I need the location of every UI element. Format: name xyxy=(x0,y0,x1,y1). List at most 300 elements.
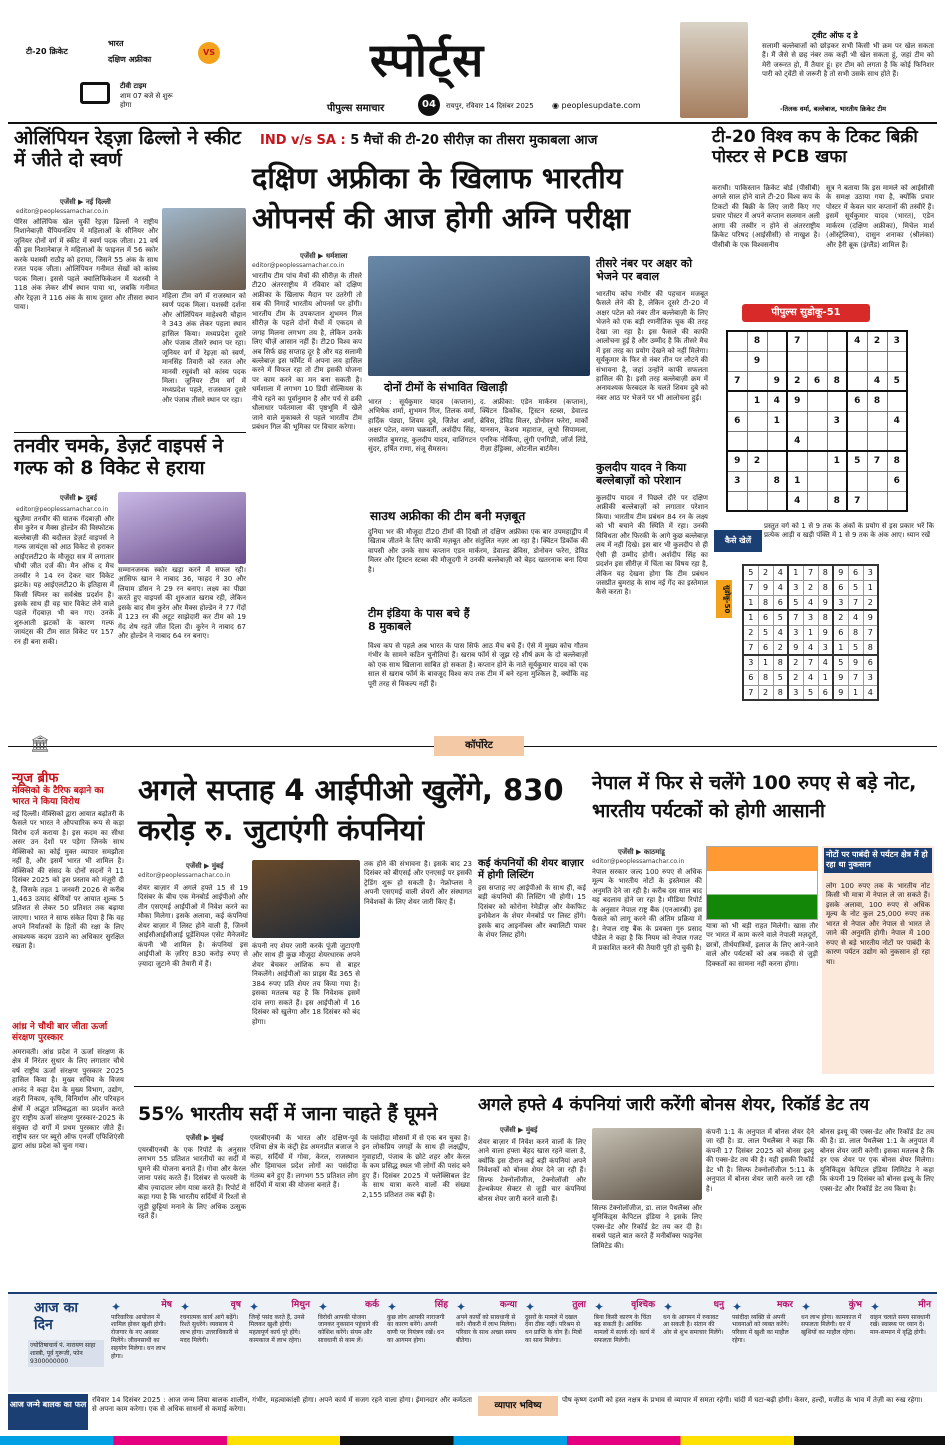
tv-icon xyxy=(80,82,110,104)
ipo-body-3: तक होने की संभावना है। इसके बाद 23 दिसंबर को बीएसई और एनएसई पर इसकी ट्रेडिंग शुरू हो सकती है। नेफ्रोप्लस ने अपनी एसएमई वाली शेयरों और संस्थागत निवेशकों के लिए शेयर जारी किए हैं। xyxy=(364,860,472,906)
solution-cell: 5 xyxy=(788,595,803,610)
ipo-body-2: कंपनी नए शेयर जारी करके पूंजी जुटाएगी और साथ ही कुछ मौजूदा शेयरधारक अपने शेयर बेचकर आंशिक रूप से बाहर निकलेंगे। आईपीओ का प्राइस बैंड 365 से 384 रुपए प्रति शेयर तय किया गया है। इसका मतलब यह है कि निवेशक इसमें दांव लगा सकते हैं। इस आईपीओ में 16 दिसंबर को खुलेगा और 18 दिसंबर को बंद होगा। xyxy=(252,942,360,1026)
website-text: peoplesupdate.com xyxy=(561,101,641,110)
solution-cell: 9 xyxy=(818,625,833,640)
solution-cell: 7 xyxy=(743,580,758,595)
solution-cell: 1 xyxy=(848,685,863,700)
rheza-email: editor@peoplessamachar.co.in xyxy=(16,208,109,215)
solution-cell: 2 xyxy=(863,595,878,610)
solution-cell: 4 xyxy=(803,595,818,610)
sudoku-cell: 2 xyxy=(747,451,767,471)
rheza-headline: ओलिंपियन रेड्ज़ा ढिल्लो ने स्कीट में जीते दो स्वर्ण xyxy=(14,127,241,171)
ticket-body-1: कराची। पाकिस्तान क्रिकेट बोर्ड (पीसीबी) अगले साल होने वाले टी-20 विश्व कप के टिकटों की बिक्री के लिए जारी किए गए प्रचार पोस्टर में अपने कप्तान सलमान अली आगा की तस्वीर न होने से अंतरराष्ट्रीय क्रिकेट परिषद (आईसीसी) से नाखुश है। पीसीबी के एक विश्वसनीय xyxy=(712,184,820,249)
sudoku-cell: 8 xyxy=(827,491,847,511)
sudoku-cell: 8 xyxy=(747,331,767,351)
ipo-body-1: शेयर बाज़ार में अगले हफ्ते 15 से 19 दिसंबर के बीच एक मेनबोर्ड आईपीओ और तीन एसएमई आईपीओ में निवेश करने का मौका मिलेगा। इसके अलावा, कई कंपनियां शेयर बाज़ार में लिस्ट होने वाली हैं, जिनमें आईसीआईसीआई प्रूडेंशियल एसेट मैनेजमेंट कंपनी भी शामिल है। कंपनियां इस आईपीओ के ज़रिए 830 करोड़ रुपए से ज़्यादा जुटाने की तैयारी में हैं। xyxy=(138,884,248,968)
solution-cell: 4 xyxy=(863,685,878,700)
sudoku-cell: 3 xyxy=(887,331,907,351)
solution-cell: 9 xyxy=(863,610,878,625)
sudoku-cell: 5 xyxy=(847,451,867,471)
solution-cell: 6 xyxy=(833,580,848,595)
sudoku-cell: 1 xyxy=(747,391,767,411)
birthday-label: आज जन्मे बालक का फल xyxy=(8,1394,88,1430)
rashi-name: मकर xyxy=(777,1300,793,1310)
nepal-email: editor@peoplessamachar.co.in xyxy=(592,858,685,865)
brief-2-body: अमरावती। आंध्र प्रदेश ने ऊर्जा संरक्षण के क्षेत्र में निरंतर सुधार के लिए लगातार चौथे वर्ष राष्ट्रीय ऊर्जा संरक्षण पुरस्कार 2025 हासिल किया है। मुख्य सचिव के विजय आनंद ने कहा देश के मुख्य विभाग, उद्योग, शहरी निकाय, कृषि, विनिर्माण और परिवहन क्षेत्रों में अद्भुत प्रतिबद्धता का प्रदर्शन करते हुए राष्ट्रीय ऊर्जा संरक्षण पुरस्कार-2025 के संयुक्त दो वर्गों में प्रथम पुरस्कार जीते हैं। राष्ट्रीय स्तर पर ब्यूरो ऑफ एनर्जी एफिशिएंसी द्वारा आंध्र प्रदेश को चुना गया। xyxy=(12,1048,124,1151)
ticket-body-2: सूत्र ने बताया कि इस मामले को आईसीसी के समक्ष उठाया गया है, क्योंकि प्रचार पोस्टर में केवल चार कप्तानों की तस्वीरें हैं। इसमें सूर्यकुमार यादव (भारत), एडेन मार्करम (दक्षिण अफ्रीका), मिचेल मार्श (ऑस्ट्रेलिया), दासुन शनाका (श्रीलंका) और हैरी ब्रूक (इंग्लैंड) शामिल हैं। xyxy=(826,184,934,249)
sudoku-cell xyxy=(807,431,827,451)
solution-cell: 9 xyxy=(833,565,848,580)
kuldeep-headline: कुलदीप यादव ने किया बल्लेबाज़ों को परेशान xyxy=(596,461,687,487)
solution-cell: 3 xyxy=(788,580,803,595)
left-rule-1 xyxy=(14,432,246,433)
solution-cell: 4 xyxy=(803,640,818,655)
vyapar-text: पौष कृष्ण दशमी को हस्त नक्षत्र के प्रभाव से व्यापार में समता रहेगी। चांदी में घटा-बढ़ी होगी। केसर, हल्दी, मजीठ के भाव में तेज़ी का रुख रहेगा। xyxy=(562,1396,923,1404)
nepal-headline: नेपाल में फिर से चलेंगे 100 रुपए से बड़े नोट, भारतीय पर्यटकों को होगी आसानी xyxy=(592,772,917,822)
registration-strip xyxy=(0,1436,945,1445)
rashi-item xyxy=(591,1298,658,1390)
dateline: रायपुर, रविवार 14 दिसंबर 2025 xyxy=(446,102,534,110)
desert-byline: एजेंसी ▶ दुबई xyxy=(60,494,98,502)
zodiac-icon: ✦ xyxy=(180,1300,191,1314)
nepal-flag-photo xyxy=(706,846,818,920)
sudoku-cell xyxy=(807,471,827,491)
sudoku-cell: 9 xyxy=(767,371,787,391)
solution-cell: 2 xyxy=(788,655,803,670)
sudoku-cell xyxy=(747,371,767,391)
rashi-text: अपने कार्यों को सावधानी से करें। नौकरी में लाभ मिलेगा। परिवार के साथ अच्छा समय बीतेगा। xyxy=(456,1313,517,1345)
sudoku-cell xyxy=(847,431,867,451)
sudoku-cell xyxy=(787,411,807,431)
website xyxy=(552,101,641,110)
solution-cell: 6 xyxy=(758,610,773,625)
desert-body-2: सम्मानजनक स्कोर खड़ा करने में सफल रही। आसिफ खान ने नाबाद 36, फाहद ने 30 और लियाम डॉसन ने 29 रन बनाए। लक्ष्य का पीछा करते हुए वाइपर्स की शुरुआत खराब रही, लेकिन इसके बाद सैम कुरेन और मैक्स होल्डेन ने 77 गेंदों में 123 रन की अटूट साझेदारी कर टीम को 19 गेंद शेष रहते जीत दिला दी। कुरेन ने नाबाद 67 और होल्डेन ने नाबाद 64 रन बनाए। xyxy=(118,566,246,641)
sudoku-header: पीपुल्स सुडोकू-51 xyxy=(742,304,870,322)
solution-cell: 3 xyxy=(788,685,803,700)
solution-cell: 1 xyxy=(743,595,758,610)
solution-cell: 3 xyxy=(863,670,878,685)
sudoku-cell: 2 xyxy=(787,371,807,391)
sudoku-cell xyxy=(887,391,907,411)
desert-body-1: खुज़ैमा तनवीर की घातक गेंदबाज़ी और सैम कुरेन व मैक्स होल्डेन की विस्फोटक बल्लेबाज़ी की बदौलत डेज़र्ट वाइपर्स ने गल्फ जायंट्स को आठ विकेट से हराकर आईएलटी20 के मौजूदा सत्र में लगातार चौथी जीत दर्ज की। मैन ऑफ द मैच तनवीर ने 14 रन देकर चार विकेट झटके। यह आईएलटी20 के इतिहास में किसी स्पिनर का सर्वश्रेष्ठ प्रदर्शन है। इसके साथ ही वह चार विकेट लेने वाले पहले गेंदबाज़ भी बन गए। उनके शुरुआती झटकों के कारण गल्फ जायंट्स की टीम सात विकेट पर 157 रन ही बना सकी। xyxy=(14,515,114,646)
winter-headline: 55% भारतीय सर्दी में जाना चाहते हैं घूमने xyxy=(138,1103,438,1125)
solution-cell: 4 xyxy=(803,670,818,685)
solution-cell: 8 xyxy=(818,580,833,595)
solution-cell: 3 xyxy=(788,625,803,640)
sudoku-cell xyxy=(867,351,887,371)
rashi-text: धन लाभ होगा। कामकाज में सफलता मिलेगी। घर में खुशियों का माहौल रहेगा। xyxy=(801,1313,862,1337)
solution-cell: 5 xyxy=(848,640,863,655)
sudoku-cell xyxy=(887,431,907,451)
rheza-body-1: पेरिस ओलिंपिक खेल चुकीं रेइज़ा ढिल्लों ने राष्ट्रीय निशानेबाज़ी चैंपियनशिप में महिलाओं के सीनियर और जूनियर दोनों वर्ग में स्कीट में स्वर्ण पदक जीता। 21 वर्ष की इस निशानेबाज़ ने महिलाओं के फाइनल में 56 स्कोर करके यशस्वी राठौड़ को हराया, जिसने 55 अंक के साथ रजत पदक जीता। ओलिंपियन गनीमत सेखों को कांस्य पदक मिला। इससे पहले क्वालिफिकेशन में यशस्वी ने 118 अंक लेकर शीर्ष स्थान पाया था, जबकि गनीमत और रेड्ज़ा ने 116 अंक के साथ दूसरा और तीसरा स्थान पाया। xyxy=(14,218,158,311)
sudoku-cell xyxy=(847,351,867,371)
solution-cell: 7 xyxy=(743,640,758,655)
rashi-name: कन्या xyxy=(499,1300,517,1310)
sudoku-cell xyxy=(787,451,807,471)
listing-headline: कई कंपनियों की शेयर बाज़ार में होगी लिस्टिंग xyxy=(478,858,584,881)
rashi-item xyxy=(867,1298,934,1390)
sudoku-cell xyxy=(747,411,767,431)
rashi-name: मीन xyxy=(918,1300,931,1310)
zodiac-icon: ✦ xyxy=(732,1300,743,1314)
desert-photo xyxy=(118,492,246,564)
bonus-headline: अगले हफ्ते 4 कंपनियां जारी करेंगी बोनस शेयर, रिकॉर्ड डेट तय xyxy=(478,1095,870,1115)
team2: दक्षिण अफ्रीका xyxy=(108,55,152,64)
solution-cell: 6 xyxy=(743,670,758,685)
rashi-name: कुंभ xyxy=(848,1300,862,1310)
solution-cell: 7 xyxy=(788,610,803,625)
section-title: स्पोर्ट्स xyxy=(370,33,485,87)
solution-cell: 6 xyxy=(818,685,833,700)
nepal-side-head: नोटों पर पाबंदी से पर्यटन क्षेत्र में हो रहा था नुकसान xyxy=(824,848,932,873)
desert-email: editor@peoplessamachar.co.in xyxy=(16,506,109,513)
rashi-item xyxy=(522,1298,589,1390)
solution-cell: 5 xyxy=(773,670,788,685)
sudoku-cell: 7 xyxy=(727,371,747,391)
sudoku-cell xyxy=(807,491,827,511)
solution-cell: 6 xyxy=(863,655,878,670)
solution-cell: 3 xyxy=(863,565,878,580)
sudoku-cell: 7 xyxy=(787,331,807,351)
solution-cell: 7 xyxy=(863,625,878,640)
rashi-item xyxy=(246,1298,313,1390)
solution-cell: 4 xyxy=(773,580,788,595)
vs-badge: VS xyxy=(198,42,220,64)
sudoku-cell xyxy=(787,351,807,371)
rashi-item xyxy=(798,1298,865,1390)
sudoku-cell xyxy=(807,351,827,371)
sudoku-cell xyxy=(827,391,847,411)
ipo-headline: अगले सप्ताह 4 आईपीओ खुलेंगे, 830 करोड़ रु. जुटाएंगी कंपनियां xyxy=(138,773,564,848)
winter-body-2: एयरबीएनबी के भारत और दक्षिण-पूर्व एशिया क्षेत्र के कंट्री हेड अमनप्रीत बजाज ने कहा, सर्दियों में गोवा, केरल, राजस्थान और हिमाचल प्रदेश लोगों का पसंदीदा गंतव्य बने हुए हैं। लगभग 55 प्रतिशत लोग सर्दियों में यात्रा की योजना बनाते हैं। xyxy=(250,1134,358,1190)
tweet-label: ट्वीट ऑफ द डे xyxy=(812,31,858,40)
winter-body-3: के पसंदीदा मौसमों में से एक बन चुका है। इन लोकप्रिय जगहों के साथ ही लक्षद्वीप, गुवाहाटी, पंजाब के छोटे शहर और केरल के कम प्रसिद्ध स्थल भी लोगों की पसंद बने हुए हैं। दिसंबर 2025 में फ्लेक्सिबल डेट के साथ यात्रा करने वालों की संख्या 2,155 प्रतिशत तक बढ़ी है। xyxy=(362,1134,470,1199)
sudoku-cell: 4 xyxy=(767,391,787,411)
nepal-body-1: नेपाल सरकार जल्द 100 रुपए से अधिक मूल्य के भारतीय नोटों के इस्तेमाल की अनुमति देने जा रही है। करीब दस साल बाद यह बदलाव होने जा रहा है। मीडिया रिपोर्ट के अनुसार नेपाल राष्ट्र बैंक (एनआरबी) इस फैसले को लागू करने की अंतिम प्रक्रिया में है। नेपाल राष्ट्र बैंक के प्रवक्ता गुरु प्रसाद पौडेल ने कहा है कि नियम को नेपाल गजट में प्रकाशित करने की तैयारी पूरी हो चुकी है। xyxy=(592,868,702,952)
kuldeep-body: कुलदीप यादव ने पिछले दौरे पर दक्षिण अफ्रीकी बल्लेबाज़ों को लगातार परेशान किया। भारतीय टीम प्रबंधन 84 रन के लक्ष्य को भी बचाने की स्थिति में रहा। उनकी विविधता और फिरकी के आगे कुछ बल्लेबाज़ लय में नहीं दिखे। इस बार भी कुलदीप से ही ऐसी ही उम्मीद होगी। अर्शदीप सिंह का प्रदर्शन इस सीरीज़ में चिंता का विषय रहा है, लेकिन यह देखना होगा कि टीम प्रबंधन जसप्रीत बुमराह के साथ नई गेंद का इस्तेमाल कैसे करता है। xyxy=(596,494,708,597)
rashi-name: मेष xyxy=(161,1300,172,1310)
solution-cell: 7 xyxy=(803,655,818,670)
sudoku-cell: 8 xyxy=(827,371,847,391)
sudoku-cell: 8 xyxy=(867,391,887,411)
zodiac-icon: ✦ xyxy=(456,1300,467,1314)
solution-cell: 2 xyxy=(743,625,758,640)
sudoku-cell: 6 xyxy=(727,411,747,431)
birthday-text: रविवार 14 दिसंबर 2025 : आज जन्म लिया बालक शालीन, गंभीर, महत्वाकांक्षी होगा। अपने कार्य में सजग रहने वाला होगा। ईमानदार और कर्मठता से अपना काम करेगा। एक से अधिक साधनों से कमाई करेगा। xyxy=(92,1396,472,1414)
tweet-text: सलामी बल्लेबाजों को छोड़कर सभी किसी भी क्रम पर खेल सकता हैं। मैं जैसे से छह नंबर तक कहीं भी खेल सकता हूं, जहां टीम को मेरी जरूरत हो, मैं तैयार हूं। हर टीम को लगता है कि कोई फिनिशर पारी को ट्वेंटी से जरूरी है तो सभी उसके साथ होते हैं। xyxy=(762,42,934,79)
rashi-item xyxy=(453,1298,520,1390)
sudoku-cell: 4 xyxy=(787,491,807,511)
lead-headline: दक्षिण अफ्रीका के खिलाफ भारतीय ओपनर्स की आज होगी अग्नि परीक्षा xyxy=(252,161,631,236)
match-label: टी-20 क्रिकेट xyxy=(26,47,68,56)
sudoku-cell: 9 xyxy=(727,451,747,471)
bonus-photo xyxy=(592,1128,702,1200)
page-number: 04 xyxy=(418,94,440,116)
rashi-item xyxy=(384,1298,451,1390)
sudoku-cell xyxy=(747,491,767,511)
bonus-body-3: बोनस इश्यू की एक्स-डेट और रिकॉर्ड डेट तय की है। डा. लाल पैथलैब्स 1:1 के अनुपात में बोनस शेयर जारी करेगी। इसका मतलब है कि हर एक शेयर पर एक बोनस शेयर मिलेगा। यूनिकिंड्स केपिटल इंडिया लिमिटेड ने कहा कि कंपनी 19 दिसंबर को बोनस इश्यू के लिए एक्स-डेट और रिकॉर्ड डेट तय किया है। xyxy=(820,1128,934,1193)
lead-kicker-text: 5 मैचों की टी-20 सीरीज़ का तीसरा मुकाबला आज xyxy=(350,133,598,148)
solution-cell: 1 xyxy=(803,625,818,640)
sudoku-cell xyxy=(767,491,787,511)
sudoku-cell xyxy=(747,431,767,451)
solution-cell: 1 xyxy=(788,565,803,580)
rashi-name: वृष xyxy=(230,1300,241,1310)
sudoku-cell xyxy=(767,331,787,351)
solution-cell: 8 xyxy=(758,595,773,610)
solution-cell: 4 xyxy=(773,565,788,580)
zodiac-icon: ✦ xyxy=(801,1300,812,1314)
sudoku-cell xyxy=(827,351,847,371)
sudoku-cell: 9 xyxy=(787,391,807,411)
rashi-text: कुछ लोग आपकी नाराजगी का कारण बनेंगे। अपनी वाणी पर नियंत्रण रखें। धन का आगमन होगा। xyxy=(387,1313,445,1345)
lead-kicker xyxy=(260,130,597,148)
sudoku-cell: 1 xyxy=(767,411,787,431)
sudoku-cell: 2 xyxy=(867,331,887,351)
sudoku-cell xyxy=(807,331,827,351)
rashi-name: तुला xyxy=(572,1300,586,1310)
tv-label: टीवी टाइम xyxy=(120,82,147,90)
rashi-name: कर्क xyxy=(365,1300,379,1310)
solution-cell: 9 xyxy=(848,655,863,670)
zodiac-icon: ✦ xyxy=(663,1300,674,1314)
zodiac-icon: ✦ xyxy=(318,1300,329,1314)
sudoku-cell: 4 xyxy=(847,331,867,351)
solution-cell: 8 xyxy=(818,610,833,625)
masthead-left-box xyxy=(8,30,230,114)
bonus-body-1: शेयर बाज़ार में निवेश करने वालों के लिए आने वाला हफ्ता बेहद खास रहने वाला है, क्योंकि इस दौरान कई बड़ी कंपनियां अपने निवेशकों को बोनस शेयर देने जा रही हैं। सिल्फ टेक्नोलॉजीज, टेक्नोलॉजी और हेल्थकेयर सेक्टर से जुड़ी चार कंपनियां बोनस शेयर जारी करने वाली हैं। xyxy=(478,1138,586,1203)
tv-time: शाम 07 बजे से शुरू होगा xyxy=(120,92,173,109)
sudoku-grid xyxy=(726,330,908,512)
solution-cell: 6 xyxy=(758,640,773,655)
solution-cell: 6 xyxy=(833,625,848,640)
solution-cell: 8 xyxy=(818,565,833,580)
rashi-text: पसंदीदा व्यक्ति से अपनी भावनाओं को व्यक्त करेंगे। परिवार में खुशी का माहौल रहेगा। xyxy=(732,1313,789,1345)
globe-icon: ◉ xyxy=(552,101,562,110)
lead-email: editor@peoplessamachar.co.in xyxy=(252,262,345,269)
nepal-body-2: यात्रा को भी बड़ी राहत मिलेगी। खास तौर पर भारत में काम करने वाले नेपाली मज़दूरों, छात्रों, तीर्थयात्रियों, इलाज के लिए आने-जाने वाले और पर्यटकों को अब नकदी से जुड़ी दिक्कतों का सामना नहीं करना होगा। xyxy=(706,922,818,968)
solution-cell: 7 xyxy=(848,670,863,685)
zodiac-icon: ✦ xyxy=(387,1300,398,1314)
rashi-text: रचनात्मक कार्य आगे बढ़ेंगे। रिश्ते सुधरेंगे। व्यवसाय में लाभ होगा। उत्तराधिकारी से मदद मिलेगी। xyxy=(180,1313,239,1345)
news-brief-label: न्यूज ब्रीफ xyxy=(12,771,59,786)
solution-cell: 9 xyxy=(818,595,833,610)
winter-byline: एजेंसी ▶ मुंबई xyxy=(186,1134,224,1142)
lead-photo xyxy=(368,256,590,376)
sudoku-cell: 8 xyxy=(767,471,787,491)
solution-cell: 2 xyxy=(773,640,788,655)
solution-cell: 1 xyxy=(818,670,833,685)
rheza-byline: एजेंसी ▶ नई दिल्ली xyxy=(60,198,111,206)
sudoku-cell: 1 xyxy=(787,471,807,491)
how-to-play-label: कैसे खेलें xyxy=(714,530,762,552)
sudoku-cell: 4 xyxy=(787,431,807,451)
ticket-headline: टी-20 विश्व कप के टिकट बिक्री पोस्टर से PCB खफा xyxy=(712,127,918,167)
corporate-tag: कॉर्पोरेट xyxy=(434,736,524,756)
rashifal-title: आज का दिन xyxy=(34,1300,78,1333)
solution-cell: 1 xyxy=(743,610,758,625)
nepal-side-body: लोग 100 रुपए तक के भारतीय नोट किसी भी मात्रा में नेपाल ले जा सकते हैं। इसके अलावा, 100 रुपए से अधिक मूल्य के नोट कुल 25,000 रुपए तक भारत से नेपाल और नेपाल से भारत ले जाने की अनुमति होगी। नेपाल में 100 रुपए से बड़े भारतीय नोटों पर पाबंदी के कारण पर्यटन उद्योग को नुकसान हो रहा था। xyxy=(826,882,930,966)
rashifal-pandit: ज्योतिषाचार्य पं. नारायण साहा शास्त्री, पूर्व गुरूजी, फोन 9300000000 xyxy=(28,1340,104,1367)
solution-cell: 5 xyxy=(803,685,818,700)
solution-cell: 6 xyxy=(848,565,863,580)
solution-cell: 9 xyxy=(758,580,773,595)
sudoku-cell xyxy=(807,391,827,411)
how-to-play-text: प्रस्तुत वर्ग को 1 से 9 तक के अंकों के प्रयोग से इस प्रकार भरें कि प्रत्येक आड़ी व खड़ी पंक्ति में 1 से 9 तक के अंक आए। ध्यान रखें xyxy=(764,522,934,540)
sudoku-cell: 6 xyxy=(887,471,907,491)
team-india-headline: टीम इंडिया के पास बचे हैं 8 मुकाबले xyxy=(368,607,470,633)
solution-cell: 5 xyxy=(833,655,848,670)
solution-cell: 7 xyxy=(803,565,818,580)
sudoku-cell xyxy=(727,391,747,411)
rashi-text: विरोधी आपकी योजना जानकर नुकसान पहुंचाने की कोशिश करेंगे। संयम और सावधानी से काम लें। xyxy=(318,1313,379,1345)
lead-byline: एजेंसी ▶ धर्मशाला xyxy=(300,252,348,260)
sudoku-cell xyxy=(727,351,747,371)
rashi-item xyxy=(315,1298,382,1390)
sudoku-cell xyxy=(847,371,867,391)
sudoku-cell xyxy=(747,471,767,491)
listing-body: इस सप्ताह नए आईपीओ के साथ ही, कई बड़ी कंपनियों की लिस्टिंग भी होगी। 15 दिसंबर को कोरोना रेमेडीज़ और वेकफिट इनोवेशन के शेयर मेनबोर्ड पर लिस्ट होंगे। इसके बाद आइनॉक्स और क्वालिटी पावर के शेयर लिस्ट होंगे। xyxy=(478,884,586,940)
paper-name: पीपुल्स समाचार xyxy=(327,103,385,114)
solution-cell: 7 xyxy=(848,595,863,610)
solution-cell: 5 xyxy=(743,565,758,580)
sudoku-cell xyxy=(827,331,847,351)
solution-cell: 4 xyxy=(773,625,788,640)
solution-grid xyxy=(742,564,879,701)
solution-cell: 8 xyxy=(773,685,788,700)
rashi-text: धन के आगमन में रुकावट आ सकती है। संतान की ओर से शुभ समाचार मिलेंगे। xyxy=(663,1313,724,1337)
tweet-author: -तिलक वर्मा, बल्लेबाज, भारतीय क्रिकेट टीम xyxy=(780,105,887,113)
zodiac-icon: ✦ xyxy=(249,1300,260,1314)
solution-cell: 8 xyxy=(863,640,878,655)
sudoku-cell: 3 xyxy=(827,411,847,431)
solution-cell: 2 xyxy=(833,610,848,625)
india-squad: भारत : सूर्यकुमार यादव (कप्तान), अभिषेक शर्मा, शुभमन गिल, तिलक वर्मा, हार्दिक पंड्या, शिवम दुबे, जितेश शर्मा, अक्षर पटेल, वरुण चक्रवर्ती, अर्शदीप सिंह, जसप्रीत बुमराह, कुलदीप यादव, वाशिंगटन सुंदर, हर्षित राणा, संजू सैमसन। xyxy=(368,398,476,454)
sudoku-cell: 4 xyxy=(887,411,907,431)
rashi-name: धनु xyxy=(713,1300,724,1310)
sudoku-cell xyxy=(867,471,887,491)
solution-cell: 3 xyxy=(743,655,758,670)
solution-cell: 5 xyxy=(758,625,773,640)
sudoku-cell: 3 xyxy=(727,471,747,491)
sudoku-cell: 6 xyxy=(847,391,867,411)
solution-cell: 8 xyxy=(848,625,863,640)
solution-cell: 5 xyxy=(773,610,788,625)
solution-cell: 9 xyxy=(833,670,848,685)
sudoku-cell: 7 xyxy=(847,491,867,511)
rashi-name: मिथुन xyxy=(291,1300,310,1310)
solution-cell: 2 xyxy=(758,685,773,700)
sudoku-cell xyxy=(727,431,747,451)
solution-cell: 4 xyxy=(818,655,833,670)
lead-kicker-prefix: IND v/s SA : xyxy=(260,133,346,148)
building-icon: 🏛 xyxy=(30,734,51,753)
solution-cell: 6 xyxy=(773,595,788,610)
mid-rule xyxy=(134,1086,934,1087)
sa-box-body: दुनिया भर की मौजूदा टी20 टीमों की दिखी तो दक्षिण अफ्रीका एक बार उपमहाद्वीप में खिताब जीतने के लिए काफी मज़बूत और संतुलित नज़र आ रहा है। क्विंटन डिकॉक की वापसी और उनके साथ कप्तान एडन मार्करम, डेवाल्ड ब्रेविस, डोनोवन फरेरा, डेविड मिलर और ट्रिस्टन स्टब्स की मौजूदगी ने उनकी बल्लेबाज़ी को बेहद खतरनाक बना दिया है। xyxy=(368,528,588,574)
zodiac-icon: ✦ xyxy=(525,1300,536,1314)
sudoku-cell xyxy=(867,491,887,511)
ipo-photo xyxy=(252,860,360,938)
team-india-body: विश्व कप से पहले अब भारत के पास सिर्फ आठ मैच बचे हैं। ऐसे में मुख्य कोच गौतम गंभीर के सामने कठिन चुनौतियां हैं। खराब फॉर्म से जूझ रहे शीर्ष क्रम के दो बल्लेबाज़ों को एक साथ खिलाना साबित हो सकता है। कप्तान होने के नाते सूर्यकुमार यादव को एक साल से खराब फॉर्म के बावजूद विश्व कप तक टीम में बने रहना मुश्किल है, क्योंकि वह पूरी तरह से विकल्प नहीं हैं। xyxy=(368,642,588,688)
sudoku-cell xyxy=(867,431,887,451)
zodiac-icon: ✦ xyxy=(594,1300,605,1314)
solution-cell: 2 xyxy=(803,580,818,595)
rashi-item xyxy=(108,1298,175,1390)
solution-cell: 8 xyxy=(758,670,773,685)
sudoku-cell xyxy=(827,471,847,491)
sudoku-cell xyxy=(847,411,867,431)
rashi-text: बिना किसी कारण के चिंता बढ़ सकती है। आर्थिक मामलों में सतर्क रहें। कार्य में सफलता मिलेगी। xyxy=(594,1313,655,1345)
rheza-photo xyxy=(162,208,246,290)
bonus-caption: सिल्फ टेक्नोलॉजीज, डा. लाल पैथलैब्स और यूनिकिंड्स केपिटल इंडिया ने इसके लिए एक्स-डेट और रिकॉर्ड डेट तय कर दी है। सबसे पहले बात करते हैं मनीबॉक्स फाइनेंस लिमिटेड की। xyxy=(592,1204,702,1250)
lead-photo-caption: दोनों टीमों के संभावित खिलाड़ी xyxy=(384,381,508,394)
rashi-text: दूसरों के मामले में दखल देना ठीक नहीं। परिश्रम से धन प्राप्ति के योग हैं। मित्रों का साथ मिलेगा। xyxy=(525,1313,582,1345)
rashi-name: वृश्चिक xyxy=(631,1300,655,1310)
ipo-byline: एजेंसी ▶ मुंबई xyxy=(186,862,224,870)
tweet-photo xyxy=(680,22,748,118)
solution-cell: 1 xyxy=(758,655,773,670)
sa-box-headline: साउथ अफ्रीका की टीम बनी मज़बूत xyxy=(370,509,526,523)
sudoku-cell xyxy=(767,351,787,371)
axar-body: भारतीय कोच गंभीर की पहचान मजबूत फैसले लेने की है, लेकिन दूसरे टी-20 में अक्षर पटेल को नंबर तीन बल्लेबाज़ी के लिए भेजने को एक बड़ी रणनीतिक चूक की तरह देखा जा रहा है। इस फैसले की काफी आलोचना हुई है और उम्मीद है कि तीसरे मैच में इस तरह का प्रयोग देखने को नहीं मिलेगा। सूर्यकुमार के फिर से नंबर तीन पर लौटने की संभावना है, जहां उन्होंने काफी सफलता हासिल की है। इसी तरह बल्लेबाज़ी क्रम में अनावश्यक फेरबदल के चलते शिवम दुबे को नंबर आठ पर भेजने पर भी आलोचना हुई। xyxy=(596,290,708,402)
zodiac-icon: ✦ xyxy=(111,1300,122,1314)
solution-cell: 7 xyxy=(743,685,758,700)
brief-1-body: नई दिल्ली। मेक्सिको द्वारा आयात बढ़ोतरी के फैसले पर भारत ने औपचारिक रूप से कड़ा विरोध दर्ज कराया है। इस कदम का सीधा असर उन देशों पर पड़ेगा जिनके साथ मेक्सिको का कोई मुक्त व्यापार समझौता नहीं है, और इसमें भारत भी शामिल है। मेक्सिको की संसद के दोनों सदनों ने 11 दिसंबर 2025 को इस प्रस्ताव को मंज़ूरी दी है, जिसके तहत 1 जनवरी 2026 से करीब 1,463 उत्पाद श्रेणियों पर आयात शुल्क 5 प्रतिशत से लेकर 50 प्रतिशत तक बढ़ाया जाएगा। भारत ने साफ संकेत दिया है कि वह अपने निर्यातकों के हितों की रक्षा के लिए आवश्यक कदम उठाने का अधिकार सुरक्षित रखता है। xyxy=(12,810,124,951)
solution-cell: 1 xyxy=(863,580,878,595)
brief-2-title: आंध्र ने चौथी बार जीता ऊर्जा संरक्षण पुरस्कार xyxy=(12,1022,108,1043)
rheza-body-2: महिला टीम वर्ग में राजस्थान को स्वर्ण पदक मिला। यशस्वी दर्शना और ओलिंपियन माहेश्वरी चौहान ने 343 अंक लेकर पहला स्थान हासिल किया। मध्यप्रदेश दूसरे और पंजाब तीसरे स्थान पर रहा। जूनियर वर्ग में रेइज़ा को स्वर्ण, मानसिंह तिवारी को रजत और मानवी रघुवंशी को कांस्य पदक मिला। जूनियर टीम वर्ग में मध्यप्रदेश पहले, राजस्थान दूसरे और पंजाब तीसरे स्थान पर रहा। xyxy=(162,292,246,404)
rashi-text: वाहन चलाते समय सावधानी रखें। स्वास्थ्य पर ध्यान दें। मान-सम्मान में वृद्धि होगी। xyxy=(870,1313,931,1337)
brief-1-title: मेक्सिको के टैरिफ बढ़ाने का भारत ने किया विरोध xyxy=(12,786,104,807)
sudoku-cell xyxy=(807,451,827,471)
ipo-email: editor@peoplessamachar.co.in xyxy=(138,872,231,879)
solution-cell: 3 xyxy=(833,595,848,610)
team1: भारत xyxy=(108,39,124,48)
solution-cell: 9 xyxy=(833,685,848,700)
sudoku-cell xyxy=(867,411,887,431)
sudoku-cell: 6 xyxy=(807,371,827,391)
sudoku-cell xyxy=(847,471,867,491)
solution-cell: 3 xyxy=(818,640,833,655)
sudoku-cell: 5 xyxy=(887,371,907,391)
sudoku-cell: 4 xyxy=(867,371,887,391)
sudoku-cell: 9 xyxy=(747,351,767,371)
solution-cell: 5 xyxy=(848,580,863,595)
zodiac-icon: ✦ xyxy=(870,1300,881,1314)
sudoku-cell xyxy=(727,331,747,351)
solution-cell: 2 xyxy=(788,670,803,685)
nepal-byline: एजेंसी ▶ काठमांडू xyxy=(618,848,665,856)
solution-cell: 2 xyxy=(758,565,773,580)
sudoku-cell xyxy=(887,491,907,511)
sa-squad: द. अफ्रीका: एडेन मार्करम (कप्तान), क्विंटन डिकॉक, ट्रिस्टन स्टब्स, डेवाल्ड ब्रेविस, डेविड मिलर, डोनोवन फरेरा, मार्को यानसन, केशव महाराज, लुथो सिपामला, एनरिक नोर्किया, लुंगी एनगिडी, जॉर्ज लिंडे, रीज़ा हेंड्रिक्स, ओटनील बार्टमैन। xyxy=(480,398,588,454)
solution-cell: 4 xyxy=(848,610,863,625)
rashi-item xyxy=(177,1298,244,1390)
lead-body-1: भारतीय टीम पांच मैचों की सीरीज़ के तीसरे टी20 अंतरराष्ट्रीय में रविवार को दक्षिण अफ्रीका के खिलाफ मैदान पर उतरेगी तो सब की निगाहें भारतीय ओपनर्स पर होंगी। भारतीय टीम के उपकप्तान शुभमन गिल सीरीज़ के पहले दोनों मैचों में एकदम से जगह मिलना लगभग तय है, लेकिन उनके लिए चीज़ें आसान नहीं हैं। टी20 विश्व कप अब सिर्फ छह सप्ताह दूर है और यह सलामी बल्लेबाज़ इस फॉर्मेट में अपना लय हासिल करने में विफल रहा तो टीम इसकी योजना पर काम करने का मन बना सकती है। धर्मशाला में लगभग 10 डिग्री सेल्सियस के नीचे रहने का पूर्वानुमान है और पर्च से ढकी धौलाधार पर्वतमाला की पृष्ठभूमि में खेले जाने वाले मुकाबले से पहले भारतीय टीम प्रबंधन गिल की भूमिका पर विचार करेगा। xyxy=(252,272,362,431)
rashi-text: पारिवारिक आयोजन में शामिल होकर खुशी होगी। रोजगार के नए अवसर मिलेंगे। जीवनसाथी का सहयोग मिलेगा। धन लाभ होगा। xyxy=(111,1313,166,1360)
sudoku-cell: 7 xyxy=(867,451,887,471)
winter-body-1: एयरबीएनबी के एक रिपोर्ट के अनुसार लगभग 55 प्रतिशत भारतीयों का सर्दी में घूमने की योजना बनाते हैं। गोवा और केरल जाना पसंद करते हैं। दिसंबर से फरवरी के बीच ज़्यादातर लोग यात्रा करते हैं। रिपोर्ट में कहा गया है कि भारतीय सर्दियों में रिश्तों से जुड़ी छुट्टियां मनाने के लिए अधिक उत्सुक रहते हैं। xyxy=(138,1146,246,1221)
sudoku-cell xyxy=(767,431,787,451)
solution-cell: 1 xyxy=(833,640,848,655)
bonus-byline: एजेंसी ▶ मुंबई xyxy=(500,1126,538,1134)
solution-cell: 9 xyxy=(788,640,803,655)
masthead-rule xyxy=(8,122,937,124)
sudoku-cell xyxy=(807,411,827,431)
sudoku-cell xyxy=(887,351,907,371)
sudoku-cell: 1 xyxy=(827,451,847,471)
